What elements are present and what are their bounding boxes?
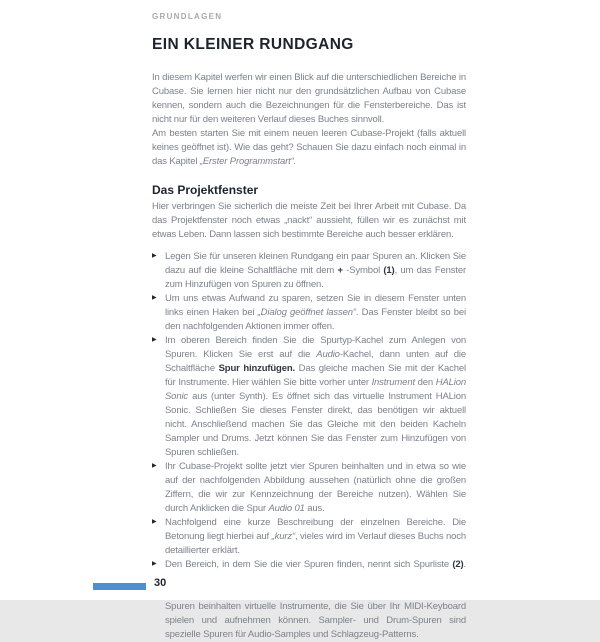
text-run: „kurz“ bbox=[271, 531, 295, 542]
text-run: . Spuren beinhalten virtuelle Instrumente, die Sie über Ihr MIDI-Keyboard spielen und aufnehmen können. Sampler- und Drum-Spuren sind spezielle Spuren für Audio-Samples und Schlagzeug-Patterns. bbox=[165, 559, 466, 640]
chapter-title: EIN KLEINER RUNDGANG bbox=[152, 36, 354, 53]
text-run: + bbox=[337, 265, 343, 276]
text-run: (1) bbox=[383, 265, 395, 276]
text-run: aus (unter Synth). Es öffnet sich das virtuelle Instrument HALion Sonic. Schließen Sie dieses Fenster direkt, das benötigen wir aktuell nicht. Anschließend machen Sie das Gleiche mit den beiden Kacheln Sampler und Drums. Jetzt können Sie das Fenster zum Hinzufügen von Spuren schließen. bbox=[165, 391, 466, 458]
intro-paragraphs bbox=[152, 71, 466, 169]
text-run: aus. bbox=[304, 503, 325, 514]
bullet-arrow-icon: ▶ bbox=[152, 337, 157, 344]
text-run: Ihr Cubase-Projekt sollte jetzt vier Spuren beinhalten und in etwa so wie auf der nachfolgenden Abbildung aussehen (natürlich ohne die großen Ziffern, die wir zur Kennzeichnung der Bereiche nutzen). Wählen Sie durch Anklicken die Spur bbox=[165, 461, 466, 514]
bullet-item bbox=[152, 250, 466, 292]
text-run: , um das Fenster zum Hinzufügen von Spuren zu öffnen. bbox=[165, 265, 466, 290]
text-run: HALion Sonic bbox=[165, 377, 466, 402]
page-number: 30 bbox=[154, 577, 167, 589]
text-run: (2) bbox=[452, 559, 464, 570]
bullet-item bbox=[152, 558, 466, 642]
text-run: Um uns etwas Aufwand zu sparen, setzen Sie in diesem Fenster unten links einen Haken bei bbox=[165, 293, 466, 318]
text-run: Den Bereich, in dem Sie die vier Spuren finden, nennt sich Spurliste bbox=[165, 559, 453, 570]
bullet-arrow-icon: ▶ bbox=[152, 519, 157, 526]
text-run: „Dialog geöffnet lassen“ bbox=[257, 307, 356, 318]
text-run: Audio 01 bbox=[268, 503, 305, 514]
section-paragraphs bbox=[152, 200, 466, 242]
bullet-item bbox=[152, 460, 466, 516]
bullet-item bbox=[152, 292, 466, 334]
bullet-arrow-icon: ▶ bbox=[152, 561, 157, 568]
text-run: „Erster Programmstart“. bbox=[199, 156, 297, 167]
paragraph bbox=[152, 127, 466, 169]
text-run: den bbox=[414, 377, 436, 388]
text-run: -Symbol bbox=[342, 265, 384, 276]
text-run: Hier verbringen Sie sicherlich die meiste Zeit bei Ihrer Arbeit mit Cubase. Da das Projektfenster noch etwas „nackt“ aussieht, füllen wir es zunächst mit etwas Leben. Dann lassen sich bestimmte Bereiche auch besser erklären. bbox=[152, 201, 466, 240]
text-column bbox=[152, 12, 466, 642]
paragraph bbox=[152, 71, 466, 127]
chapter-kicker: GRUNDLAGEN bbox=[152, 12, 223, 21]
bullet-arrow-icon: ▶ bbox=[152, 295, 157, 302]
text-run: Legen Sie für unseren kleinen Rundgang ein paar Spuren an. Klicken Sie dazu auf die kleine Schaltfläche mit dem bbox=[165, 251, 466, 276]
text-run: -Kachel, dann unten auf die Schaltfläche bbox=[165, 349, 466, 374]
text-run: Das gleiche machen Sie mit der Kachel für Instrumente. Hier wählen Sie bitte vorher unter bbox=[165, 363, 466, 388]
bullet-item bbox=[152, 516, 466, 558]
section-heading: Das Projektfenster bbox=[152, 183, 259, 197]
bullet-item bbox=[152, 334, 466, 460]
text-run: , vieles wird im Verlauf dieses Buchs noch detaillierter erklärt. bbox=[165, 531, 466, 556]
page-footer bbox=[0, 574, 600, 600]
text-run: Audio bbox=[316, 349, 340, 360]
bullet-arrow-icon: ▶ bbox=[152, 253, 157, 260]
text-run: Nachfolgend eine kurze Beschreibung der einzelnen Bereiche. Die Betonung liegt hierbei auf bbox=[165, 517, 466, 542]
text-run: . Das Fenster bleibt so bei den nachfolgenden Aktionen immer offen. bbox=[165, 307, 466, 332]
text-run: In diesem Kapitel werfen wir einen Blick auf die unterschiedlichen Bereiche in Cubase. Sie lernen hier nicht nur den grundsätzlichen Aufbau von Cubase kennen, sondern auch die Bezeichnungen für die Fensterbereiche. Das ist nicht nur für den weiteren Verlauf dieses Buches sinnvoll. bbox=[152, 72, 466, 125]
text-run: Instrument bbox=[371, 377, 415, 388]
text-run: Im oberen Bereich finden Sie die Spurtyp-Kachel zum Anlegen von Spuren. Klicken Sie erst auf die bbox=[165, 335, 466, 360]
text-run: Am besten starten Sie mit einem neuen leeren Cubase-Projekt (falls aktuell keines geöffnet ist). Wie das geht? Schauen Sie dazu einfach noch einmal in das Kapitel bbox=[152, 128, 466, 167]
footer-accent-bar bbox=[93, 583, 146, 590]
paragraph bbox=[152, 200, 466, 242]
text-run: Spur hinzufügen. bbox=[218, 363, 295, 374]
bullet-arrow-icon: ▶ bbox=[152, 463, 157, 470]
